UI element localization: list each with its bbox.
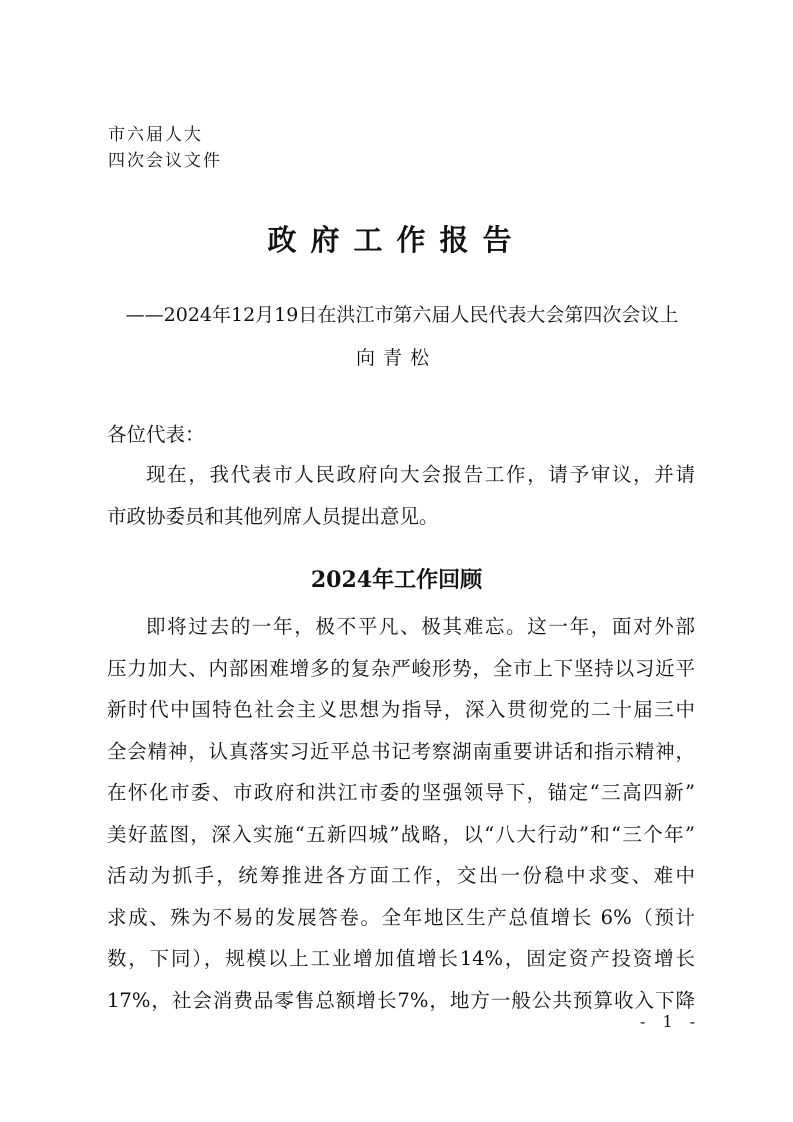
- page-number: - 1 -: [640, 1012, 702, 1031]
- paragraph-line: 数，下同），规模以上工业增加值增长14%，固定资产投资增长: [107, 947, 695, 970]
- paragraph-line: 17%，社会消费品零售总额增长7%，地方一般公共预算收入下降: [107, 988, 695, 1012]
- paragraph-line: 求成、殊为不易的发展答卷。全年地区生产总值增长 6%（预计: [107, 905, 695, 929]
- meta-document-type-line: 四次会议文件: [108, 151, 222, 171]
- report-author: 向青松: [355, 347, 437, 369]
- paragraph-line: 活动为抓手，统筹推进各方面工作，交出一份稳中求变、难中: [107, 864, 695, 887]
- intro-paragraph: [107, 454, 695, 537]
- report-subtitle: ——2024年12月19日在洪江市第六届人民代表大会第四次会议上: [125, 304, 679, 326]
- paragraph-line: 压力加大、内部困难增多的复杂严峻形势，全市上下坚持以习近平: [107, 656, 695, 680]
- paragraph-line: 市政协委员和其他列席人员提出意见。: [107, 504, 439, 528]
- paragraph-line: 现在，我代表市人民政府向大会报告工作，请予审议，并请: [146, 463, 695, 486]
- salutation: 各位代表：: [107, 423, 205, 446]
- section-heading: 2024年工作回顾: [310, 567, 483, 593]
- paragraph-line: 在怀化市委、市政府和洪江市委的坚强领导下，锚定“三高四新”: [107, 781, 695, 804]
- paragraph-line: 即将过去的一年，极不平凡、极其难忘。这一年，面对外部: [146, 615, 695, 638]
- paragraph-line: 新时代中国特色社会主义思想为指导，深入贯彻党的二十届三中: [107, 698, 695, 721]
- meta-session-line: 市六届人大: [108, 125, 203, 145]
- document-meta: [108, 122, 222, 174]
- paragraph-line: 美好蓝图，深入实施“五新四城”战略，以“八大行动”和“三个年”: [107, 822, 695, 846]
- page-title: 政府工作报告: [267, 223, 526, 257]
- paragraph-line: 全会精神，认真落实习近平总书记考察湖南重要讲话和指示精神，: [107, 739, 695, 763]
- review-paragraph: [107, 606, 695, 1021]
